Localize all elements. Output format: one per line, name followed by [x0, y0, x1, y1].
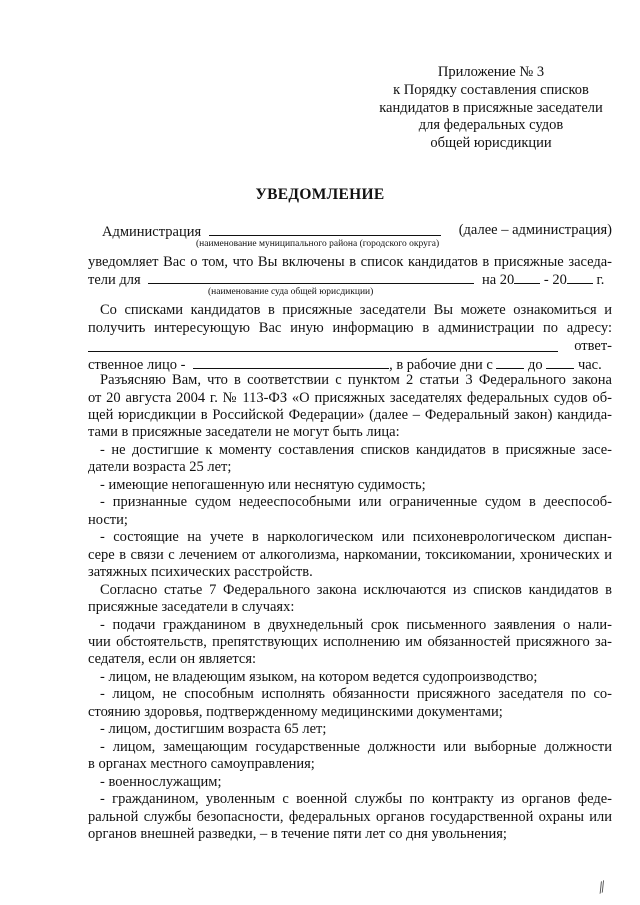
- court-name-field[interactable]: [148, 270, 474, 284]
- appendix-line: общей юрисдикции: [430, 135, 552, 152]
- body-line: - лицом, достигшим возраста 65 лет;: [100, 721, 327, 737]
- notify-line: уведомляет Вас о том, что Вы включены в список кандидатов в присяжные заседа-: [88, 254, 612, 270]
- body-line: седателя, если он является:: [88, 651, 257, 667]
- period-na: на 20: [481, 272, 515, 288]
- court-prefix: тели для: [88, 272, 141, 288]
- body-line: - гражданином, уволенным с военной службы по контракту из органов феде-: [100, 791, 612, 807]
- body-line: сере в связи с лечением от алкоголизма, наркомании, токсикомании, хронических и: [88, 547, 612, 563]
- document-title: УВЕДОМЛЕНИЕ: [255, 186, 385, 203]
- body-line: - не достигшие к моменту составления списков кандидатов в присяжные засе-: [100, 442, 612, 458]
- admin-label: Администрация: [102, 224, 202, 240]
- hours-to-field[interactable]: [546, 355, 574, 369]
- body-line: - лицом, не владеющим языком, на котором ведется судопроизводство;: [100, 669, 538, 685]
- admin-name-field[interactable]: [209, 222, 441, 236]
- appendix-line: кандидатов в присяжные заседатели: [379, 99, 603, 116]
- to-label: до: [528, 357, 543, 373]
- body-line: - подачи гражданином в двухнедельный срок письменного заявления о нали-: [100, 617, 612, 633]
- body-line: присяжные заседатели в случаях:: [88, 599, 295, 615]
- body-line: органов внешней разведки, – в течение пяти лет со дня увольнения;: [88, 826, 507, 842]
- lists-line-1: Со списками кандидатов в присяжные заседатели Вы можете ознакомиться и: [100, 302, 612, 318]
- body-line: стоянию здоровья, подтвержденному медицинскими документами;: [88, 704, 503, 720]
- body-line: чии обстоятельств, препятствующих исполнению им обязанностей присяжного за-: [88, 634, 612, 650]
- hours-from-field[interactable]: [496, 355, 524, 369]
- period-dash: - 20: [543, 272, 567, 288]
- appendix-header: [360, 64, 622, 153]
- appendix-line: Приложение № 3: [437, 64, 545, 80]
- body-line: - лицом, замещающим государственные должности или выборные должности: [100, 739, 612, 755]
- lists-line-2: получить интересующую Вас иную информацию в администрации по адресу:: [88, 320, 612, 336]
- appendix-line: к Порядку составления списков: [393, 81, 589, 98]
- admin-suffix: (далее – администрация): [458, 222, 612, 238]
- court-caption: (наименование суда общей юрисдикции): [208, 287, 374, 297]
- body-line: затяжных психических расстройств.: [88, 564, 313, 580]
- body-line: - состоящие на учете в наркологическом или психоневрологическом диспан-: [100, 529, 612, 545]
- corner-mark: ⁄⁄: [596, 879, 608, 897]
- admin-caption: (наименование муниципального района (городского округа): [196, 239, 440, 249]
- period-year: г.: [596, 272, 605, 288]
- body-line: - признанные судом недееспособными или ограниченные судом в дееспособ-: [100, 494, 612, 510]
- responsible-person-field[interactable]: [193, 355, 389, 369]
- body-line: ности;: [88, 512, 128, 528]
- year-from-field[interactable]: [514, 270, 540, 284]
- body-line: в органах местного самоуправления;: [88, 756, 315, 772]
- body-line: ральной службы безопасности, федеральных органов государственной охраны или: [88, 809, 612, 825]
- resp-prefix: ственное лицо -: [88, 357, 186, 373]
- body-line: Согласно статье 7 Федерального закона исключаются из списков кандидатов в: [100, 582, 612, 598]
- resp-tail: ответ-: [574, 338, 612, 354]
- body-line: - военнослужащим;: [100, 774, 222, 790]
- work-days-label: , в рабочие дни с: [389, 357, 493, 373]
- body-line: - лицом, не способным исполнять обязанности присяжного заседателя по со-: [100, 686, 612, 702]
- body-line: щей юрисдикции в Российской Федерации» (далее – Федеральный закон) кандида-: [88, 407, 612, 423]
- body-line: тами в присяжные заседатели не могут быть лица:: [88, 424, 400, 440]
- body-line: датели возраста 25 лет;: [88, 459, 232, 475]
- body-line: - имеющие непогашенную или неснятую судимость;: [100, 477, 426, 493]
- address-field[interactable]: [88, 338, 558, 352]
- body-line: от 20 августа 2004 г. № 113-ФЗ «О присяжных заседателях федеральных судов об-: [88, 390, 612, 406]
- appendix-line: для федеральных судов: [418, 117, 564, 134]
- body-line: Разъясняю Вам, что в соответствии с пунктом 2 статьи 3 Федерального закона: [100, 372, 612, 388]
- year-to-field[interactable]: [567, 270, 593, 284]
- hours-label: час.: [577, 357, 602, 373]
